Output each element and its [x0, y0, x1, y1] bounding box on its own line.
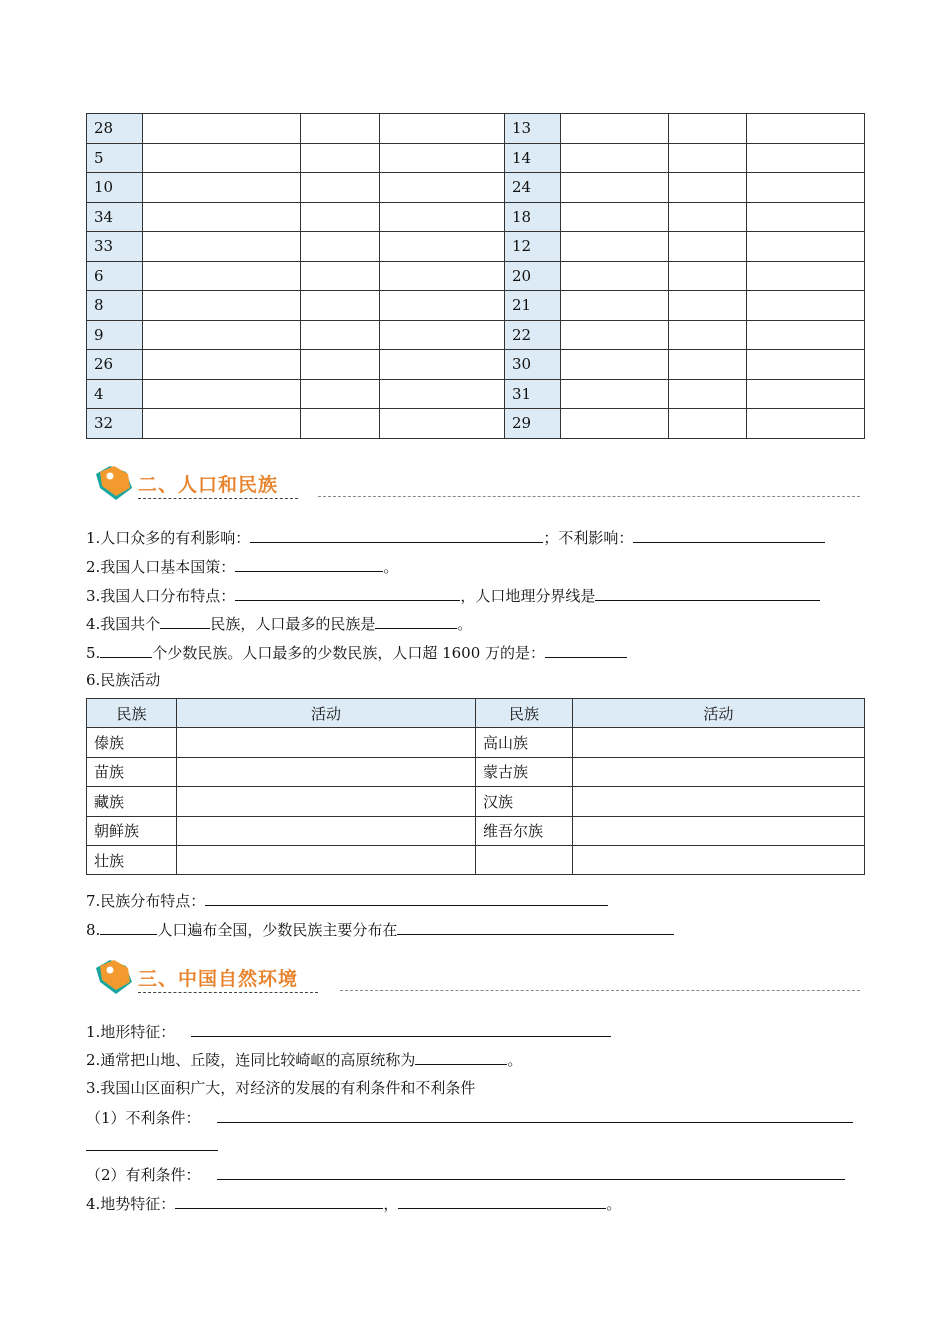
column-header: 民族: [476, 699, 573, 728]
answer-cell[interactable]: [380, 261, 505, 291]
divider: [318, 496, 860, 497]
row-number: 13: [505, 114, 561, 144]
ethnic-group-cell: 藏族: [87, 787, 177, 816]
question-text: 民族，人口最多的民族是: [210, 615, 376, 633]
answer-cell[interactable]: [561, 409, 669, 439]
answer-cell[interactable]: [747, 114, 865, 144]
answer-cell[interactable]: [380, 114, 505, 144]
tag-icon: [90, 952, 138, 1000]
activity-cell[interactable]: [573, 845, 865, 874]
question-text: 。: [457, 615, 473, 633]
answer-blank[interactable]: [235, 584, 460, 601]
answer-cell[interactable]: [561, 143, 669, 173]
answer-cell[interactable]: [669, 202, 747, 232]
answer-cell[interactable]: [561, 261, 669, 291]
section-heading-2: [90, 458, 860, 506]
ethnic-group-cell: 维吾尔族: [476, 816, 573, 845]
table-row: [87, 291, 865, 321]
answer-cell[interactable]: [669, 143, 747, 173]
question-text: 。: [606, 1195, 622, 1213]
table-row: [87, 409, 865, 439]
answer-blank[interactable]: [398, 1192, 606, 1209]
row-number: 4: [87, 379, 143, 409]
answer-cell[interactable]: [747, 350, 865, 380]
activity-cell[interactable]: [177, 845, 476, 874]
answer-cell[interactable]: [301, 173, 380, 203]
table-row: [87, 787, 865, 816]
question-text: 2.我国人口基本国策：: [86, 558, 236, 576]
answer-blank[interactable]: [100, 918, 157, 935]
answer-cell[interactable]: [143, 320, 301, 350]
question-text: 。: [507, 1051, 523, 1069]
answer-blank[interactable]: [86, 1134, 218, 1151]
question-2-4: [86, 612, 472, 635]
answer-cell[interactable]: [561, 114, 669, 144]
question-text: 1.人口众多的有利影响：: [86, 529, 251, 547]
answer-cell[interactable]: [143, 379, 301, 409]
answer-cell[interactable]: [669, 409, 747, 439]
ethnic-group-cell: 壮族: [87, 845, 177, 874]
question-3-3-1: [86, 1106, 853, 1129]
question-text: 4.地势特征：: [86, 1195, 176, 1213]
question-2-6: [86, 669, 160, 691]
answer-cell[interactable]: [301, 232, 380, 262]
question-text: 2.通常把山地、丘陵，连同比较崎岖的高原统称为: [86, 1051, 416, 1069]
section-title: 二、人口和民族: [138, 470, 298, 499]
ethnic-group-cell: 蒙古族: [476, 757, 573, 786]
question-3-3: [86, 1077, 475, 1099]
answer-cell[interactable]: [380, 232, 505, 262]
row-number: 31: [505, 379, 561, 409]
divider: [340, 990, 860, 991]
answer-blank[interactable]: [397, 918, 674, 935]
answer-cell[interactable]: [561, 350, 669, 380]
answer-blank[interactable]: [545, 641, 627, 658]
answer-cell[interactable]: [143, 409, 301, 439]
answer-cell[interactable]: [561, 173, 669, 203]
activity-cell[interactable]: [177, 728, 476, 757]
row-number: 32: [87, 409, 143, 439]
answer-cell[interactable]: [301, 202, 380, 232]
row-number: 26: [87, 350, 143, 380]
answer-cell[interactable]: [143, 350, 301, 380]
answer-cell[interactable]: [669, 350, 747, 380]
answer-cell[interactable]: [380, 320, 505, 350]
answer-cell[interactable]: [380, 350, 505, 380]
answer-cell[interactable]: [301, 350, 380, 380]
row-number: 8: [87, 291, 143, 321]
question-text: 。: [383, 558, 399, 576]
answer-cell[interactable]: [380, 379, 505, 409]
answer-cell[interactable]: [747, 291, 865, 321]
row-number: 18: [505, 202, 561, 232]
answer-cell[interactable]: [669, 291, 747, 321]
row-number: 22: [505, 320, 561, 350]
column-header: 民族: [87, 699, 177, 728]
section-title: 三、中国自然环境: [138, 964, 318, 993]
row-number: 33: [87, 232, 143, 262]
answer-cell[interactable]: [561, 202, 669, 232]
row-number: 12: [505, 232, 561, 262]
table-row: [87, 379, 865, 409]
answer-cell[interactable]: [747, 379, 865, 409]
answer-cell[interactable]: [669, 379, 747, 409]
row-number: 30: [505, 350, 561, 380]
answer-cell[interactable]: [143, 291, 301, 321]
ethnic-group-cell: 傣族: [87, 728, 177, 757]
answer-blank[interactable]: [217, 1106, 853, 1123]
answer-cell[interactable]: [143, 114, 301, 144]
answer-cell[interactable]: [301, 291, 380, 321]
activity-cell[interactable]: [177, 757, 476, 786]
ethnic-group-cell: 苗族: [87, 757, 177, 786]
answer-cell[interactable]: [747, 261, 865, 291]
answer-cell[interactable]: [561, 379, 669, 409]
answer-cell[interactable]: [561, 291, 669, 321]
answer-blank[interactable]: [633, 526, 825, 543]
table-row: [87, 845, 865, 874]
answer-blank[interactable]: [100, 641, 152, 658]
table-row: [87, 757, 865, 786]
question-2-7: [86, 889, 608, 912]
answer-blank[interactable]: [160, 612, 210, 629]
answer-cell[interactable]: [561, 320, 669, 350]
table-row: [87, 350, 865, 380]
answer-cell[interactable]: [669, 173, 747, 203]
question-text: 5.: [86, 644, 101, 662]
question-text: 7.民族分布特点：: [86, 892, 206, 910]
table-row: [87, 173, 865, 203]
table-row: [87, 816, 865, 845]
question-text: 个少数民族。人口最多的少数民族，人口超 1600 万的是：: [152, 644, 546, 662]
answer-cell[interactable]: [561, 232, 669, 262]
answer-cell[interactable]: [747, 143, 865, 173]
ethnic-group-cell: 汉族: [476, 787, 573, 816]
table-row: [87, 728, 865, 757]
answer-blank[interactable]: [217, 1163, 845, 1180]
question-text: 1.地形特征：: [86, 1023, 176, 1041]
activity-cell[interactable]: [177, 787, 476, 816]
table-row: [87, 114, 865, 144]
question-text: （2）有利条件：: [86, 1166, 201, 1184]
row-number: 20: [505, 261, 561, 291]
answer-blank[interactable]: [595, 584, 820, 601]
answer-cell[interactable]: [301, 320, 380, 350]
activity-cell[interactable]: [573, 728, 865, 757]
table-header-row: [87, 699, 865, 728]
question-3-2: [86, 1048, 522, 1071]
question-3-4: [86, 1192, 621, 1215]
ethnic-group-cell: 朝鲜族: [87, 816, 177, 845]
section-heading-3: [90, 952, 860, 1000]
activity-cell[interactable]: [177, 816, 476, 845]
row-number: 24: [505, 173, 561, 203]
question-3-1: [86, 1020, 611, 1043]
question-text: ；不利影响：: [543, 529, 634, 547]
answer-cell[interactable]: [143, 173, 301, 203]
number-table: [86, 113, 865, 439]
row-number: 29: [505, 409, 561, 439]
question-text: 3.我国山区面积广大，对经济的发展的有利条件和不利条件: [86, 1079, 476, 1097]
answer-cell[interactable]: [747, 409, 865, 439]
question-text: （1）不利条件：: [86, 1109, 201, 1127]
answer-blank[interactable]: [415, 1048, 507, 1065]
answer-cell[interactable]: [143, 202, 301, 232]
answer-blank[interactable]: [375, 612, 457, 629]
answer-cell[interactable]: [301, 379, 380, 409]
ethnic-group-cell: 高山族: [476, 728, 573, 757]
question-text: ，: [383, 1195, 399, 1213]
question-text: ，人口地理分界线是: [460, 587, 596, 605]
column-header: 活动: [573, 699, 865, 728]
ethnic-group-cell[interactable]: [476, 845, 573, 874]
answer-cell[interactable]: [301, 409, 380, 439]
row-number: 6: [87, 261, 143, 291]
question-text: 6.民族活动: [86, 671, 161, 689]
answer-cell[interactable]: [669, 261, 747, 291]
answer-cell[interactable]: [747, 320, 865, 350]
question-text: 人口遍布全国，少数民族主要分布在: [157, 921, 398, 939]
answer-blank[interactable]: [235, 555, 383, 572]
question-3-3-2: [86, 1163, 845, 1186]
table-row: [87, 202, 865, 232]
answer-cell[interactable]: [747, 173, 865, 203]
answer-blank[interactable]: [191, 1020, 611, 1037]
activity-cell[interactable]: [573, 787, 865, 816]
question-text: 3.我国人口分布特点：: [86, 587, 236, 605]
answer-cell[interactable]: [669, 114, 747, 144]
table-row: [87, 232, 865, 262]
table-row: [87, 261, 865, 291]
row-number: 10: [87, 173, 143, 203]
answer-cell[interactable]: [143, 143, 301, 173]
question-3-3-1-cont: [86, 1134, 218, 1157]
question-2-8: [86, 918, 674, 941]
activity-cell[interactable]: [573, 816, 865, 845]
answer-cell[interactable]: [669, 232, 747, 262]
answer-cell[interactable]: [380, 173, 505, 203]
answer-cell[interactable]: [143, 232, 301, 262]
answer-blank[interactable]: [205, 889, 608, 906]
answer-cell[interactable]: [747, 232, 865, 262]
row-number: 21: [505, 291, 561, 321]
answer-blank[interactable]: [175, 1192, 383, 1209]
answer-cell[interactable]: [301, 114, 380, 144]
answer-cell[interactable]: [143, 261, 301, 291]
column-header: 活动: [177, 699, 476, 728]
activity-cell[interactable]: [573, 757, 865, 786]
row-number: 5: [87, 143, 143, 173]
question-2-3: [86, 584, 820, 607]
tag-icon: [90, 458, 138, 506]
ethnic-activity-table: [86, 698, 865, 875]
table-row: [87, 320, 865, 350]
row-number: 34: [87, 202, 143, 232]
table-row: [87, 143, 865, 173]
question-text: 8.: [86, 921, 101, 939]
answer-cell[interactable]: [380, 291, 505, 321]
question-text: 4.我国共个: [86, 615, 161, 633]
answer-blank[interactable]: [250, 526, 543, 543]
question-2-1: [86, 526, 825, 549]
answer-cell[interactable]: [747, 202, 865, 232]
answer-cell[interactable]: [380, 409, 505, 439]
answer-cell[interactable]: [380, 202, 505, 232]
answer-cell[interactable]: [380, 143, 505, 173]
answer-cell[interactable]: [669, 320, 747, 350]
answer-cell[interactable]: [301, 143, 380, 173]
question-2-2: [86, 555, 398, 578]
answer-cell[interactable]: [301, 261, 380, 291]
row-number: 28: [87, 114, 143, 144]
row-number: 14: [505, 143, 561, 173]
question-2-5: [86, 641, 627, 664]
row-number: 9: [87, 320, 143, 350]
